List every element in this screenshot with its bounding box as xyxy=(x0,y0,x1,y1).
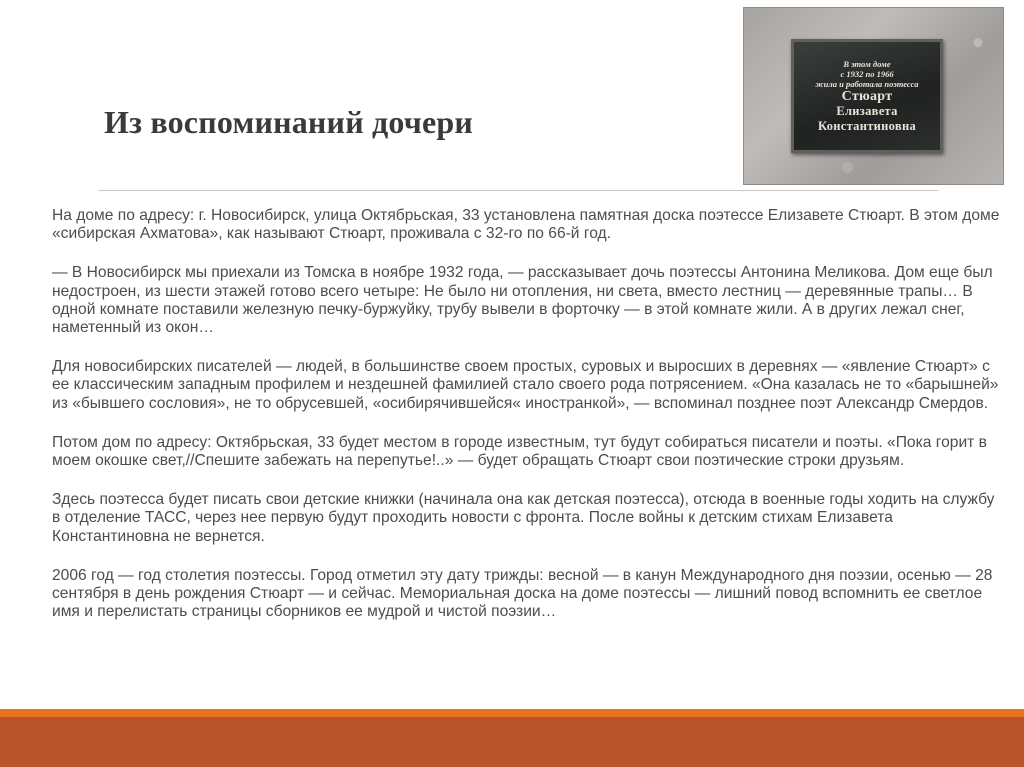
slide-title: Из воспоминаний дочери xyxy=(104,104,474,140)
paragraph-1: На доме по адресу: г. Новосибирск, улица Октябрьская, 33 установлена памятная доска поэтессе Елизавете Стюарт. В этом доме «сибирская Ахматова», как называют Стюарт, проживала с 32-го по 66-й год. xyxy=(52,207,1000,243)
plaque-line-5: Елизавета xyxy=(836,103,898,118)
plaque-line-1: В этом доме xyxy=(843,58,891,69)
footer-band xyxy=(0,717,1024,767)
paragraph-3: Для новосибирских писателей — людей, в большинстве своем простых, суровых и выросших в деревнях — «явление Стюарт» с ее классическим западным профилем и нездешней фамилией стало своего рода потрясением. «Она казалась не то «барышней» из «бывшего сословия», не то обрусевшей, «осибирячившейся« иностранкой», — вспоминал позднее поэт Александр Смердов. xyxy=(52,358,999,412)
title-divider xyxy=(98,190,938,191)
memorial-plaque-photo xyxy=(743,7,1004,185)
paragraph-2: — В Новосибирск мы приехали из Томска в ноябре 1932 года, — рассказывает дочь поэтессы Антонина Меликова. Дом еще был недостроен, из шести этажей готово всего четыре: Не было ни отопления, ни света, вместо лестниц — деревянные трапы… В одной комнате поставили железную печку-буржуйку, трубу вывели в форточку — в этой комнате жили. А в других лежал снег, наметенный из окон… xyxy=(52,264,993,337)
plaque-line-2: с 1932 по 1966 xyxy=(840,68,894,79)
paragraph-5: Здесь поэтесса будет писать свои детские книжки (начинала она как детская поэтесса), отсюда в военные годы ходить на службу в отделение ТАСС, через нее первую будут проходить новости с фронта. После войны к детским стихам Елизавета Константиновна не вернется. xyxy=(52,491,995,545)
plaque-line-3: жила и работала поэтесса xyxy=(815,78,919,89)
plaque-line-6: Константиновна xyxy=(817,118,917,133)
paragraph-6: 2006 год — год столетия поэтессы. Город отметил эту дату трижды: весной — в канун Международного дня поэзии, осенью — 28 сентября в день рождения Стюарт — и сейчас. Мемориальная доска на доме поэтессы — лишний повод вспомнить ее светлое имя и перелистать страницы сборников ее мудрой и чистой поэзии… xyxy=(52,566,993,621)
footer-accent-stripe xyxy=(0,709,1024,717)
slide-body-text xyxy=(52,207,1000,642)
plaque-line-4: Стюарт xyxy=(841,88,893,104)
memorial-plaque xyxy=(791,39,943,153)
paragraph-4: Потом дом по адресу: Октябрьская, 33 будет местом в городе известным, тут будут собираться писатели и поэты. «Пока горит в моем окошке свет,//Спешите забежать на перепутье!..» — будет обращать Стюарт свои поэтические строки друзьям. xyxy=(52,433,987,470)
